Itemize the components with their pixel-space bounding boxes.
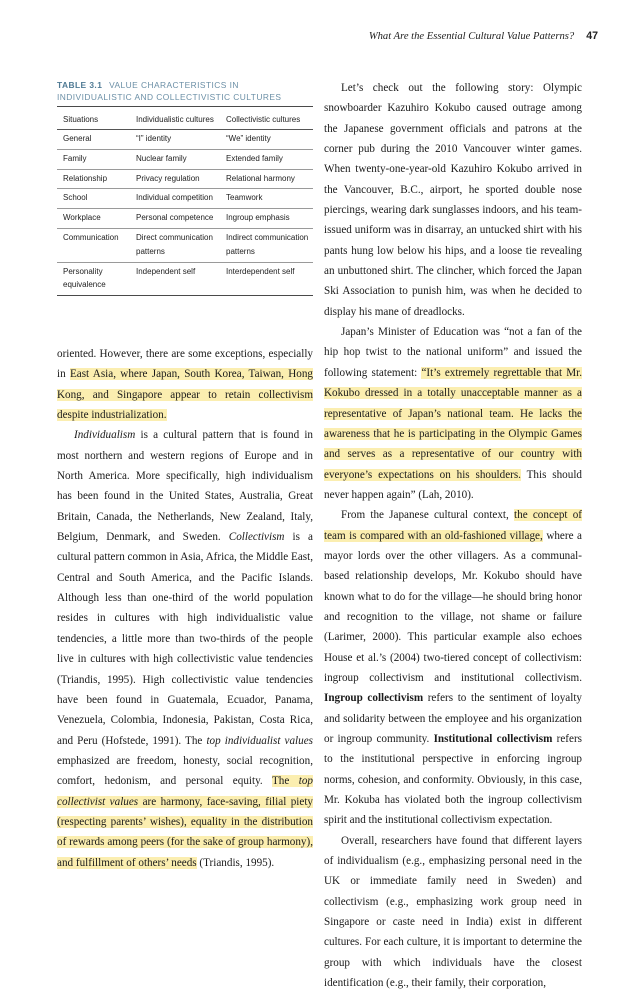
text-run: refers to the institutional perspective in enforcing ingroup norms, cohesion, and conformity. Obviously, in this case, Mr. Kokuba has violated both the ingroup collectivism spirit and the institutional collectivism expectation.	[324, 733, 582, 827]
row-collectivistic: Relational harmony	[222, 169, 313, 189]
row-situation: School	[57, 189, 132, 209]
row-individualistic: “I” identity	[132, 130, 222, 150]
row-collectivistic: Interdependent self	[222, 262, 313, 296]
row-collectivistic: Indirect communication patterns	[222, 228, 313, 262]
row-collectivistic: Ingroup emphasis	[222, 209, 313, 229]
text-run: (Triandis, 1995).	[196, 856, 275, 869]
text-run: Japan’s Minister of Education was “not a fan of the hip hop twist to the national uniform” and issued the following statement:	[324, 326, 582, 379]
paragraph	[57, 425, 313, 873]
table-caption-line1: VALUE CHARACTERISTICS IN	[109, 80, 239, 90]
text-run: The	[271, 775, 299, 788]
table-header-row	[57, 107, 313, 130]
text-run: From the Japanese cultural context,	[341, 509, 515, 522]
row-situation: Communication	[57, 228, 132, 262]
paragraph: Overall, researchers have found that different layers of individualism (e.g., emphasizing personal need in the UK or immediate family need in Sweden) and collectivism (e.g., emphasizing work group need in Singapore or caste need in India) exist in different cultures. For each culture, it is important to determine the group with which individuals have the closest identification (e.g., their family, their corporation,	[324, 834, 582, 990]
table-row	[57, 189, 313, 209]
table-caption-line2: INDIVIDUALISTIC AND COLLECTIVISTIC CULTURES	[57, 91, 282, 102]
paragraph: Let’s check out the following story: Olympic snowboarder Kazuhiro Kokubo caused outrage among the Japanese government officials and patrons at the corner pub during the 2010 Vancouver winter games. When twenty-one-year-old Kazuhiro Kokubo arrived in the Vancouver, B.C., airport, he sported double nose piercings, wearing dark sunglasses indoors, and his team-issued uniform was in disarray, an untucked shirt with his pants hung low below his hips, and a loose tie revealing an unbuttoned shirt. The clincher, which forced the Japan Ski Association to punish him, was when he decided to display his mane of dreadlocks.	[324, 82, 582, 318]
paragraph	[324, 322, 582, 505]
header-individualistic: Individualistic cultures	[132, 107, 222, 130]
table-caption	[57, 80, 313, 107]
text-run: is a cultural pattern common in Asia, Africa, the Middle East, Central and South America, and the Pacific Islands. Although less than one-third of the world population resides in cultures with high individualistic value tendencies, a little more than two-thirds of the people live in cultures with high collectivistic value tendencies (Triandis, 1995). High collectivistic value tendencies have been found in Guatemala, Ecuador, Panama, Venezuela, Colombia, Indonesia, Pakistan, Costa Rica, and Peru (Hofstede, 1991). The	[57, 531, 313, 747]
term-institutional-collectivism: Institutional collectivism	[433, 733, 553, 745]
highlighted-text: East Asia, where Japan, South Korea, Taiwan, Hong Kong, and Singapore appear to retain collectivism despite industrialization.	[57, 368, 314, 422]
row-situation: Workplace	[57, 209, 132, 229]
value-characteristics-table	[57, 107, 313, 296]
right-column	[324, 78, 582, 993]
row-collectivistic: Extended family	[222, 149, 313, 169]
text-run: refers to the sentiment of loyalty and solidarity between the employee and his organization or ingroup community.	[324, 692, 582, 745]
text-run: emphasized are freedom, honesty, social recognition, comfort, hedonism, and personal equity.	[57, 754, 313, 788]
left-column	[57, 344, 313, 873]
paragraph	[57, 344, 313, 425]
row-individualistic: Individual competition	[132, 189, 222, 209]
running-head	[369, 30, 598, 42]
row-collectivistic: “We” identity	[222, 130, 313, 150]
row-individualistic: Nuclear family	[132, 149, 222, 169]
row-situation: Relationship	[57, 169, 132, 189]
text-run: This should never happen again” (Lah, 2010).	[324, 468, 582, 501]
row-individualistic: Direct communication patterns	[132, 228, 222, 262]
text-run: where a mayor lords over the other villagers. As a communal-based relationship develops, Mr. Kokubo should have known what to do for the village—he should bring honor and recognition to the village, not shame or failure (Larimer, 2000). This particular example also echoes House et al.’s (2004) two-tiered concept of collectivism: ingroup collectivism and institutional collectivism.	[324, 529, 582, 684]
table-row	[57, 149, 313, 169]
page-number: 47	[586, 30, 598, 42]
running-head-title: What Are the Essential Cultural Value Patterns?	[368, 31, 575, 42]
highlighted-text: the concept of team is compared with an old-fashioned village,	[324, 509, 582, 542]
highlighted-text	[57, 775, 313, 868]
term-individualism: Individualism	[74, 429, 136, 442]
row-individualistic: Privacy regulation	[132, 169, 222, 189]
text-run: oriented. However, there are some exceptions, especially in	[57, 348, 313, 381]
text-run: is a cultural pattern that is found in most northern and western regions of Europe and in North America. More specifically, high individualism has been found in the United States, Australia, Great Britain, Canada, the Netherlands, New Zealand, Italy, Belgium, Denmark, and Sweden.	[57, 429, 313, 544]
highlighted-text: “It’s extremely regrettable that Mr. Kokubo dressed in a totally unacceptable manner as a representative of Japan’s national team. He lacks the awareness that he is participating in the Olympic Games and serves as a representative of our country with everyone’s expectations on his shoulders.	[324, 366, 582, 481]
paragraph	[324, 505, 582, 831]
table-row	[57, 169, 313, 189]
table-row	[57, 228, 313, 262]
row-individualistic: Personal competence	[132, 209, 222, 229]
header-situations: Situations	[57, 107, 132, 130]
row-situation: Personality equivalence	[57, 262, 132, 296]
table-label: TABLE 3.1	[57, 80, 103, 90]
table-row	[57, 262, 313, 296]
header-collectivistic: Collectivistic cultures	[222, 107, 313, 130]
text-run: are harmony, face-saving, filial piety (respecting parents’ wishes), equality in the distribution of rewards among peers (for the sake of group harmony), and fulfillment of others’ needs	[57, 795, 313, 869]
term-top-individualist-values: top individualist values	[206, 734, 313, 747]
row-collectivistic: Teamwork	[222, 189, 313, 209]
table-row	[57, 130, 313, 150]
row-individualistic: Independent self	[132, 262, 222, 296]
term-ingroup-collectivism: Ingroup collectivism	[324, 692, 424, 705]
term-top-collectivist-values: top collectivist values	[57, 775, 313, 808]
term-collectivism: Collectivism	[228, 531, 285, 544]
table-3-1	[57, 80, 313, 296]
row-situation: General	[57, 130, 132, 150]
row-situation: Family	[57, 149, 132, 169]
table-row	[57, 209, 313, 229]
